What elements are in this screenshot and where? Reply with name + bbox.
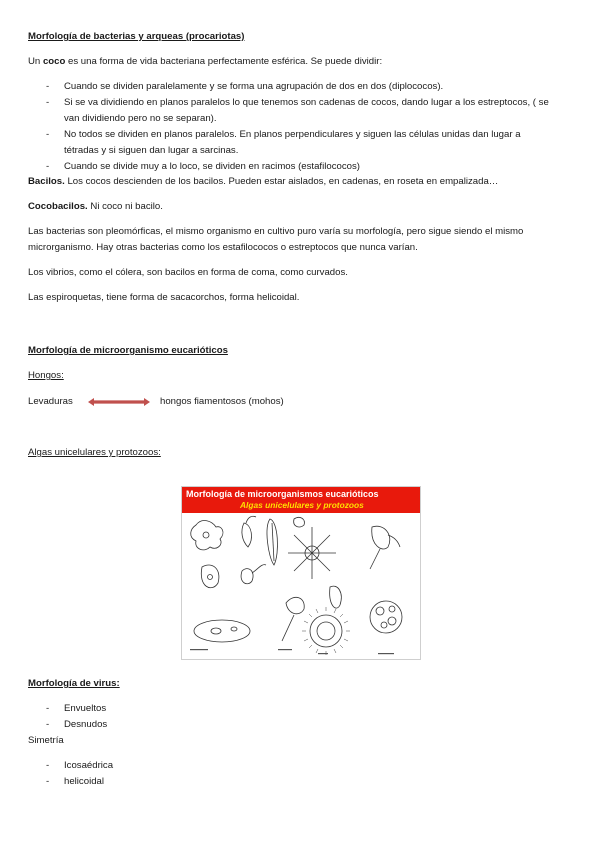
levaduras-label: Levaduras xyxy=(28,396,73,407)
bacilos-term: Bacilos. xyxy=(28,176,65,187)
bacilos-paragraph: Bacilos. Los cocos descienden de los bacilos. Pueden estar aislados, en cadenas, en roseta en empalizada… xyxy=(28,176,499,187)
vibrios-paragraph: Los vibrios, como el cólera, son bacilos en forma de coma, como curvados. xyxy=(28,267,348,278)
algas-heading: Algas unicelulares y protozoos: xyxy=(28,447,161,458)
espiroquetas-paragraph: Las espiroquetas, tiene forma de sacacorchos, forma helicoidal. xyxy=(28,292,300,303)
figure-title: Morfología de microorganismos eucarióticos xyxy=(186,489,379,499)
pleomorficas-line-1: Las bacterias son pleomórficas, el mismo organismo en cultivo puro varía su morfología, pero sigue siendo el mismo xyxy=(28,226,524,237)
hongos-heading: Hongos: xyxy=(28,370,64,381)
double-arrow-icon xyxy=(88,397,150,407)
coco-term: coco xyxy=(42,56,66,67)
protozoa-illustration xyxy=(182,513,420,659)
cocobacilos-term: Cocobacilos. xyxy=(28,201,88,212)
eukaryotic-microorganisms-figure xyxy=(181,486,421,660)
procariotas-heading: Morfología de bacterias y arqueas (procariotas) xyxy=(28,31,245,42)
figure-subtitle: Algas unicelulares y protozoos xyxy=(240,500,364,510)
coco-intro: Un coco es una forma de vida bacteriana perfectamente esférica. Se puede dividir: xyxy=(28,56,383,67)
simetria-label: Simetría xyxy=(28,735,64,746)
hongos-filamentosos-label: hongos fiamentosos (mohos) xyxy=(160,396,284,407)
document-page: Morfología de bacterias y arqueas (procariotas) Un coco es una forma de vida bacteriana perfectamente esférica. Se puede dividir: - Cuando se dividen paralelamente y se forma una agrupación de dos en dos (diplococos). - Si se va dividiendo en planos paralelos lo que tenemos son cadenas de cocos, dando lugar a los estreptocos, ( se van dividiendo pero no se separan). - No todos se dividen en planos paralelos. En planos perpendiculares y siguen las células unidas dan lugar a tétradas y si siguen dan lugar a sarcinas. - Cuando se divide muy a lo loco, se dividen en racimos (estafilococos) Bacilos. Los cocos descienden de los bacilos. Pueden estar aislados, en cadenas, en roseta en empalizada… Cocobacilos. Ni coco ni bacilo. Las bacterias son pleomórficas, el mismo organismo en cultivo puro varía su morfología, pero sigue siendo el mismo microrganismo. Hay otras bacterias como los estafilococos o estreptocos que nunca varían. Los vibrios, como el cólera, son bacilos en forma de coma, como curvados. Las espiroquetas, tiene forma de sacacorchos, forma helicoidal. Morfología de microorganismo eucarióticos Hongos: Levaduras hongos fiamentosos (mohos) Algas unicelulares y protozoos: Morfología de microorganismos eucarióticos Algas unicelulares y protozoos Morfología de virus: - Envueltos - Desnudos Simetría - Icosaédrica - helicoidal xyxy=(0,0,600,848)
virus-heading: Morfología de virus: xyxy=(28,678,120,689)
pleomorficas-line-2: microrganismo. Hay otras bacterias como los estafilococos o estreptocos que nunca varían. xyxy=(28,242,418,253)
cocobacilos-paragraph: Cocobacilos. Ni coco ni bacilo. xyxy=(28,201,163,212)
figure-title-band xyxy=(182,487,420,513)
eucariotas-heading: Morfología de microorganismo eucarióticos xyxy=(28,345,228,356)
